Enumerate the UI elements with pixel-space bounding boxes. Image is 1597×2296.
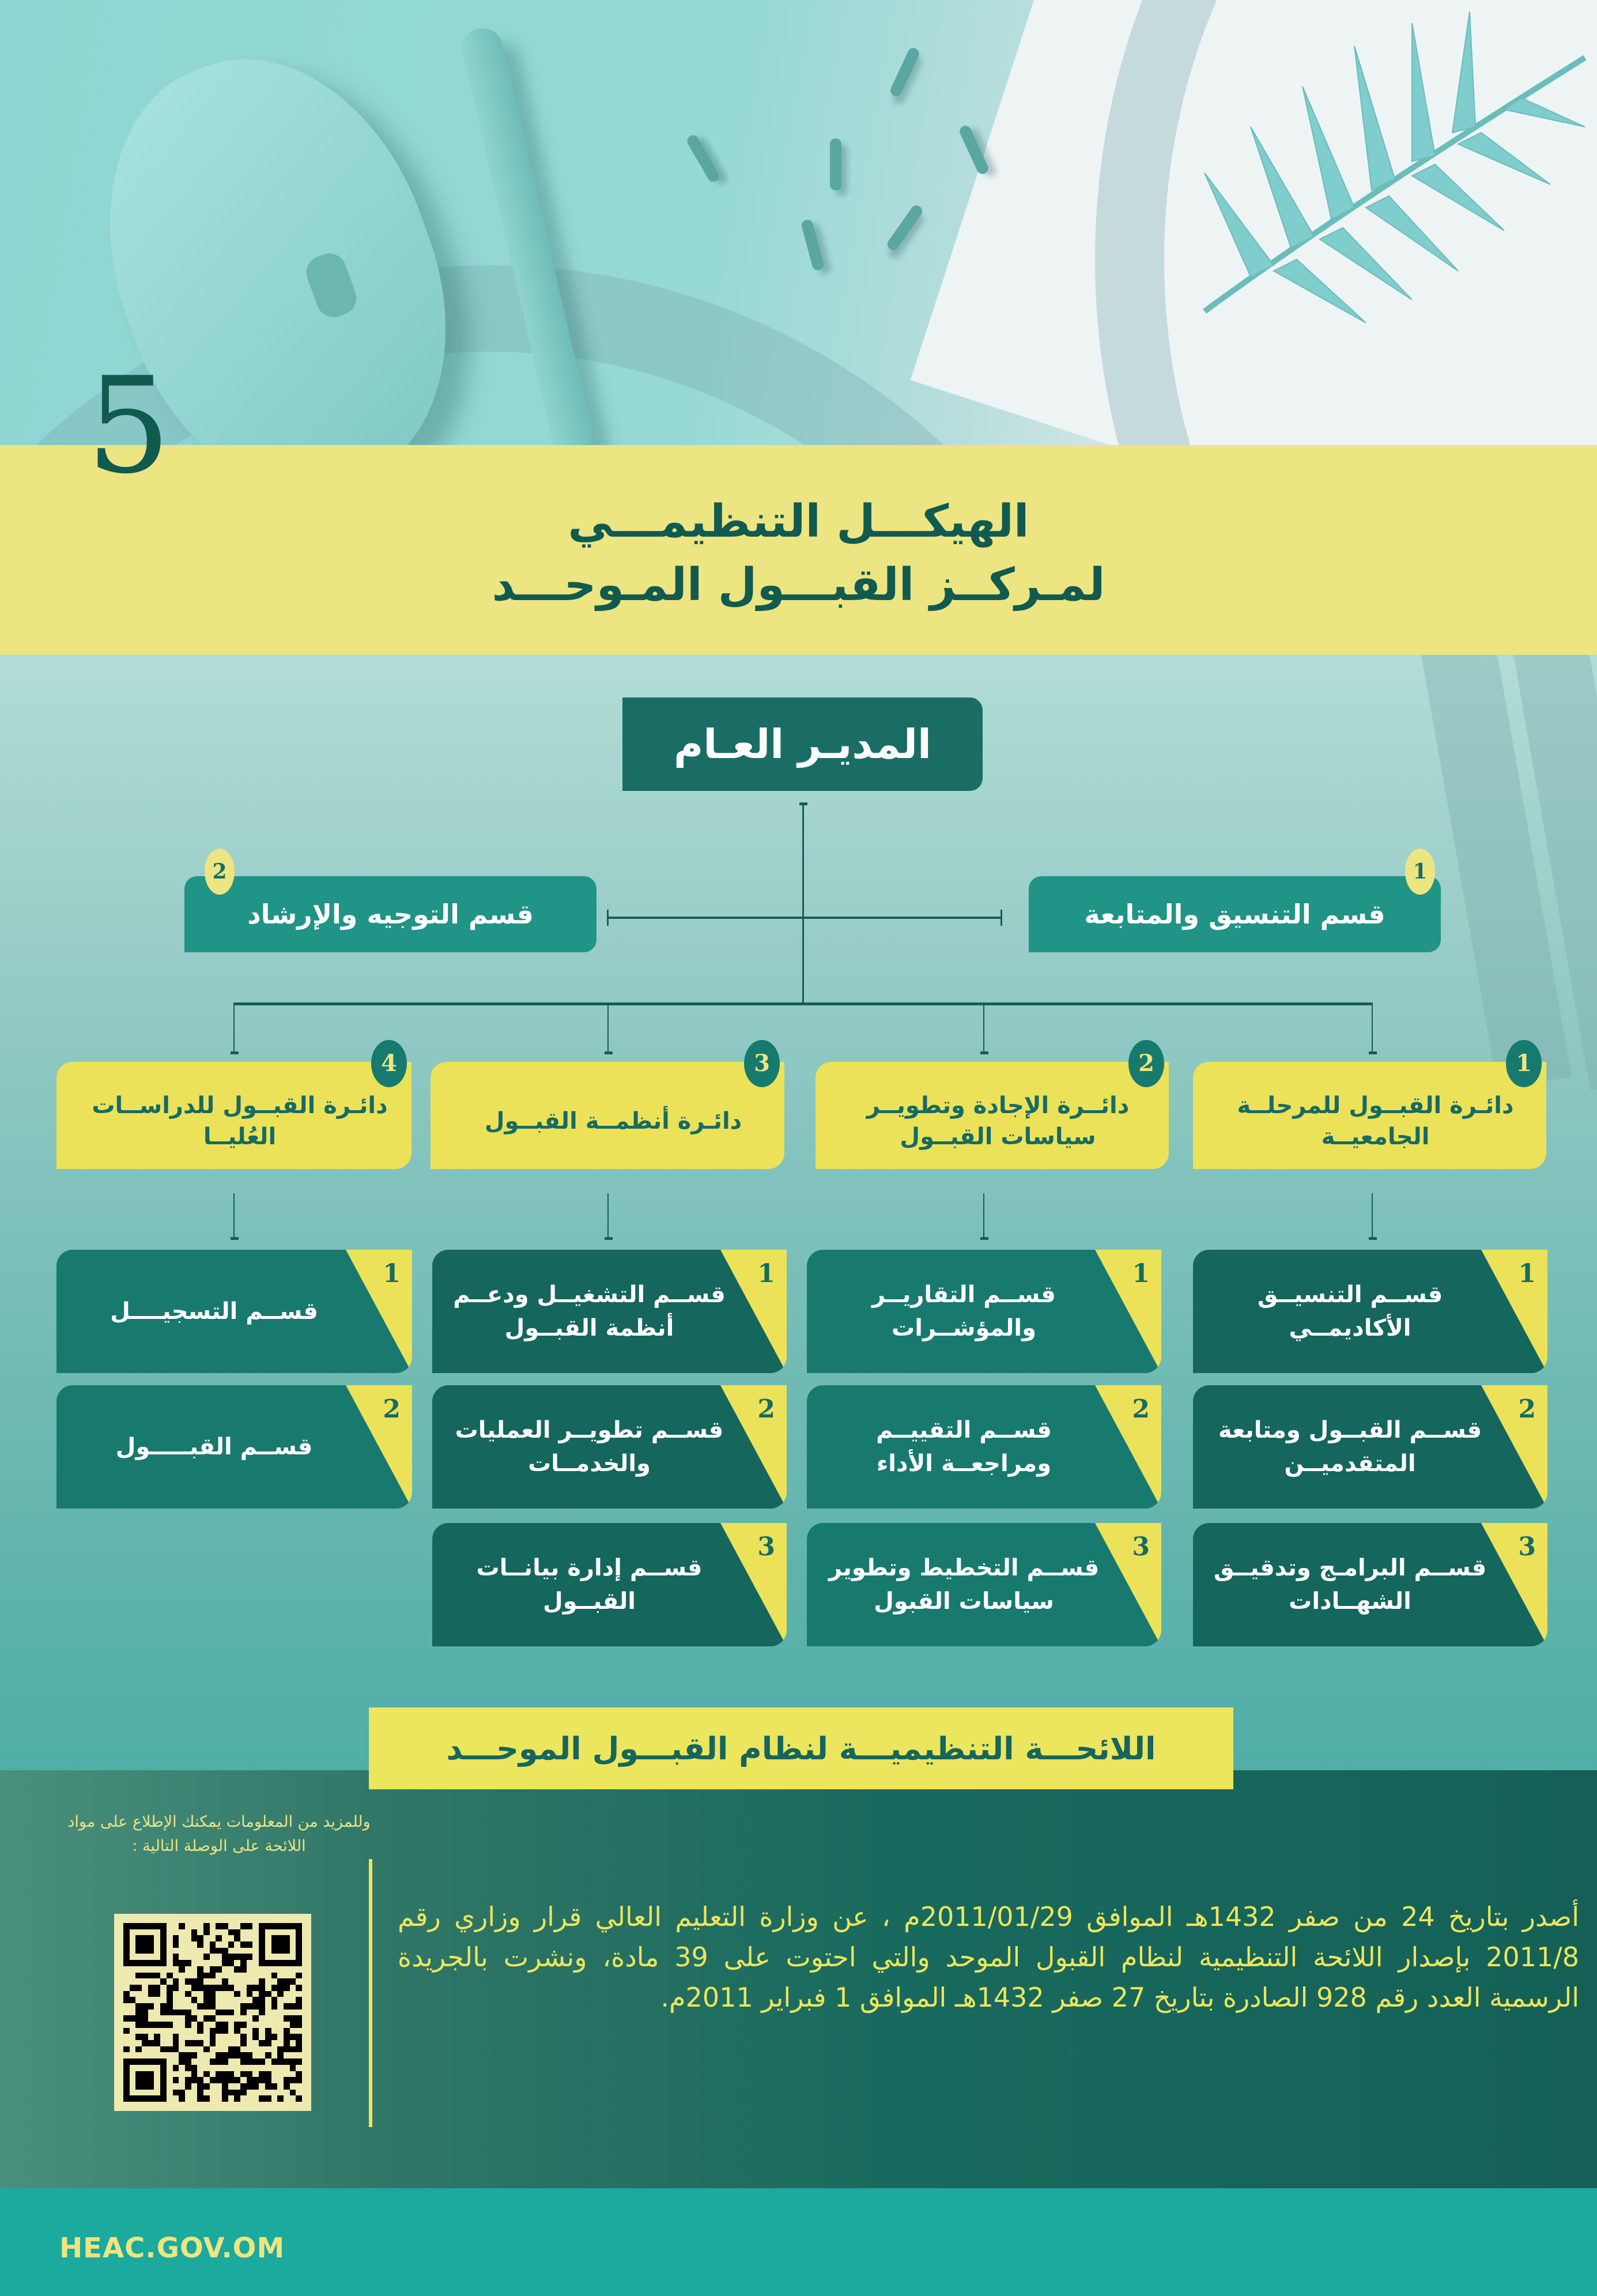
unit-number: 2 (1518, 1394, 1536, 1424)
unit-label: قســم القبـــــول (115, 1434, 313, 1460)
unit-label: قســم التنسيــق الأكاديمــي (1257, 1281, 1443, 1341)
section-number-badge: 1 (1405, 849, 1435, 895)
pushpin-icon (885, 203, 924, 252)
department-label: دائــرة الإجادة وتطويــر سياسات القبــول (866, 1092, 1130, 1150)
connector-units-4 (233, 1193, 235, 1239)
title-line-2: لمـركــز القبـــول المـوحـــد (492, 559, 1105, 611)
connector-tick (231, 1051, 239, 1054)
unit-card (432, 1523, 787, 1646)
regulation-body: أصدر بتاريخ 24 من صفر 1432هـ الموافق 2011/01/29م ، عن وزارة التعليم العالي قرار وزاري رقم 2011/8 بإصدار اللائحة التنظيمية لنظام القبول الموحد والتي احتوت على 39 مادة، ونشرت بالجريدة الرسمية العدد رقم 928 الصادرة بتاريخ 27 صفر 1432هـ الموافق 1 فبراير 2011م. (398, 1901, 1579, 2013)
connector-tick (231, 1237, 239, 1240)
unit-card (807, 1385, 1161, 1509)
department-label: دائـرة القبــول للمرحلــة الجامعيــة (1237, 1092, 1514, 1150)
unit-label: قســم القبــول ومتابعة المتقدميــن (1218, 1417, 1482, 1477)
page-title (0, 490, 1597, 617)
department-undergraduate-admission (1193, 1050, 1546, 1169)
unit-card (56, 1250, 412, 1373)
unit-corner (346, 1385, 412, 1509)
pushpin-icon (889, 46, 921, 98)
connector-vertical-main (802, 805, 804, 1003)
connector-departments (233, 1002, 1373, 1005)
connector-tick (799, 802, 807, 805)
unit-label: قســم التقييــم ومراجعــة الأداء (876, 1417, 1052, 1477)
unit-card (807, 1250, 1161, 1373)
unit-number: 3 (1518, 1532, 1536, 1562)
unit-number: 1 (757, 1259, 775, 1288)
connector-tick (980, 1237, 988, 1240)
regulation-title: اللائحـــة التنظيميـــة لنظام القبـــول الموحـــد (369, 1707, 1233, 1789)
unit-corner (346, 1250, 412, 1373)
section-coordination-followup (1029, 859, 1441, 952)
section-guidance-counseling (184, 859, 596, 952)
unit-label: قســم التخطيط وتطوير سياسات القبول (828, 1555, 1100, 1615)
qr-code[interactable] (114, 1914, 311, 2111)
department-number-badge: 4 (371, 1040, 407, 1087)
unit-card (432, 1385, 787, 1509)
connector-units-1 (1372, 1193, 1373, 1239)
pushpin-icon (830, 138, 841, 190)
unit-card (1193, 1523, 1547, 1646)
qr-caption: وللمزيد من المعلومات يمكنك الإطلاع على مواد اللائحة على الوصلة التالية : (67, 1813, 371, 1855)
title-line-1: الهيكـــل التنظيمـــي (568, 496, 1029, 548)
pushpin-icon (685, 133, 721, 184)
unit-number: 1 (1132, 1259, 1150, 1288)
unit-number: 1 (383, 1259, 401, 1288)
connector-dept-1 (1372, 1004, 1373, 1052)
department-number-badge: 1 (1506, 1040, 1542, 1087)
unit-label: قســم التسجيــــل (110, 1298, 318, 1325)
unit-card (1193, 1250, 1547, 1373)
section-label: قسم التوجيه والإرشاد (247, 899, 534, 930)
unit-card (432, 1250, 787, 1373)
connector-tick (1001, 910, 1002, 926)
connector-tick (1369, 1237, 1377, 1240)
connector-dept-2 (983, 1004, 984, 1052)
unit-card (56, 1385, 412, 1509)
connector-sections (608, 917, 1001, 919)
section-number-badge: 2 (205, 849, 235, 895)
fern-leaf-icon (1181, 12, 1596, 334)
connector-units-3 (607, 1193, 609, 1239)
connector-tick (607, 910, 609, 926)
pushpin-icon (801, 218, 825, 272)
unit-number: 2 (757, 1394, 775, 1424)
department-admission-systems (431, 1050, 784, 1169)
divider-bar (369, 1859, 372, 2127)
connector-tick (980, 1051, 988, 1054)
department-label: دائـرة أنظمــة القبــول (484, 1108, 742, 1134)
unit-label: قســم التشغيــل ودعــم أنظمة القبــول (453, 1281, 726, 1341)
header-photo (0, 0, 1597, 445)
unit-number: 3 (757, 1532, 775, 1562)
department-number-badge: 3 (744, 1040, 780, 1087)
unit-number: 2 (383, 1394, 401, 1424)
unit-number: 1 (1518, 1259, 1536, 1288)
unit-card (807, 1523, 1161, 1646)
connector-dept-3 (607, 1004, 609, 1052)
connector-tick (605, 1051, 613, 1054)
unit-label: قســم البرامـج وتدقيــق الشهــادات (1213, 1555, 1487, 1615)
unit-label: قســم التقاريــر والمؤشــرات (872, 1281, 1056, 1341)
director-general-box: المديـر العـام (622, 698, 983, 791)
section-label: قسم التنسيق والمتابعة (1084, 899, 1385, 930)
unit-label: قســم إدارة بيانــات القبــول (476, 1555, 703, 1615)
department-label: دائـرة القبــول للدراســات العُليــا (92, 1092, 388, 1150)
unit-label: قســم تطويــر العمليات والخدمــات (455, 1417, 724, 1477)
unit-number: 3 (1132, 1532, 1150, 1562)
department-graduate-admission (56, 1050, 411, 1169)
unit-card (1193, 1385, 1547, 1509)
connector-dept-4 (233, 1004, 235, 1052)
department-excellence-policy (816, 1050, 1169, 1169)
page-number: 5 (86, 349, 171, 503)
connector-units-2 (983, 1193, 984, 1239)
unit-number: 2 (1132, 1394, 1150, 1424)
connector-tick (1369, 1051, 1377, 1054)
footer-website-link[interactable]: HEAC.GOV.OM (59, 2232, 285, 2264)
department-number-badge: 2 (1128, 1040, 1164, 1087)
qr-code-pattern (123, 1923, 302, 2102)
connector-tick (605, 1237, 613, 1240)
